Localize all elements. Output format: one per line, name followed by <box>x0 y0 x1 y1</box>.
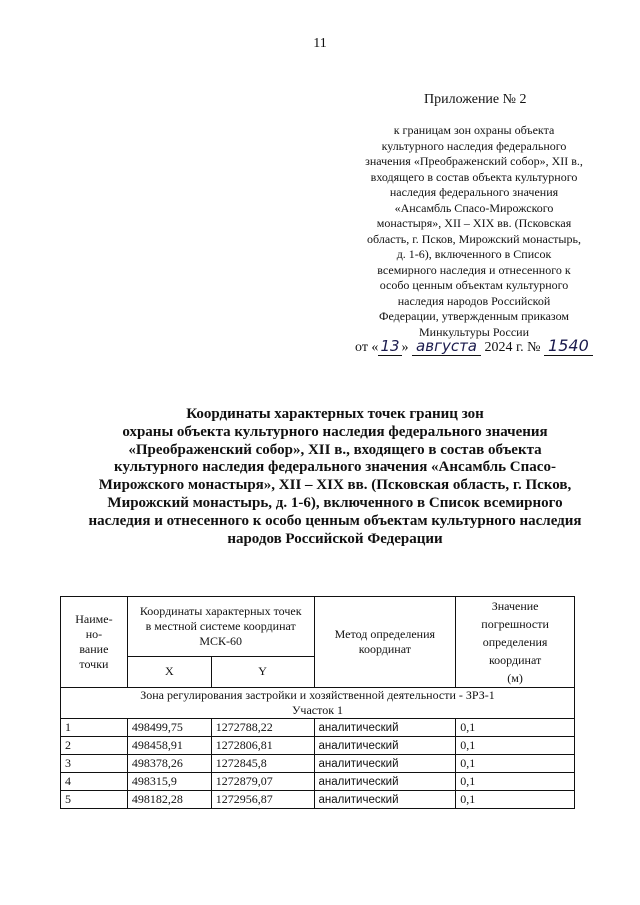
cell-y: 1272879,07 <box>211 773 314 791</box>
cell-x: 498458,91 <box>127 737 211 755</box>
appendix-line: особо ценным объектам культурного <box>379 278 569 292</box>
table-row <box>61 737 575 755</box>
header-error: Значение погрешности определения координат (м) <box>456 597 575 688</box>
order-day-handwritten: 13 <box>380 337 400 355</box>
cell-y: 1272956,87 <box>211 791 314 809</box>
table-header-row <box>61 597 575 657</box>
cell-x: 498499,75 <box>127 719 211 737</box>
order-mid: » <box>401 340 409 355</box>
heading-line: Мирожского монастыря», XII – XIX вв. (Псковская область, г. Псков, <box>98 477 572 494</box>
order-prefix: от « <box>355 340 379 355</box>
cell-error: 0,1 <box>456 755 575 773</box>
cell-point: 2 <box>61 737 128 755</box>
order-year-text: 2024 г. № <box>484 340 541 355</box>
cell-error: 0,1 <box>456 737 575 755</box>
cell-method: аналитический <box>314 773 456 791</box>
appendix-line: культурного наследия федерального <box>381 138 567 153</box>
header-point-name: Наиме- но- вание точки <box>61 597 128 688</box>
section-title: Участок 1 <box>291 703 344 717</box>
appendix-line: д. 1-6), включенного в Список <box>396 247 552 261</box>
appendix-description <box>354 123 594 340</box>
coordinates-table <box>60 596 575 809</box>
order-number-handwritten: 1540 <box>544 336 593 356</box>
heading-line: Координаты характерных точек границ зон <box>186 406 484 422</box>
heading-line: народов Российской Федерации <box>227 530 443 547</box>
cell-method: аналитический <box>314 755 456 773</box>
cell-point: 4 <box>61 773 128 791</box>
zone-cell <box>61 688 575 719</box>
cell-x: 498182,28 <box>127 791 211 809</box>
appendix-line: всемирного наследия и отнесенного к <box>377 262 571 277</box>
header-x: X <box>127 656 211 687</box>
appendix-line: к границам зон охраны объекта <box>393 123 555 137</box>
table-row <box>61 719 575 737</box>
zone-row <box>61 688 575 719</box>
cell-method: аналитический <box>314 737 456 755</box>
heading-line: наследия и отнесенного к особо ценным объектам культурного наследия <box>88 512 582 529</box>
appendix-title: Приложение № 2 <box>424 92 527 107</box>
cell-error: 0,1 <box>456 791 575 809</box>
cell-x: 498378,26 <box>127 755 211 773</box>
appendix-line: «Ансамбль Спасо-Мирожского <box>394 200 554 215</box>
appendix-line: входящего в состав объекта культурного <box>370 169 578 184</box>
table-row <box>61 791 575 809</box>
header-y: Y <box>211 656 314 687</box>
heading-line: «Преображенский собор», XII в., входящего в состав объекта <box>128 441 542 458</box>
cell-point: 1 <box>61 719 128 737</box>
cell-method: аналитический <box>314 719 456 737</box>
page-number: 11 <box>313 36 327 51</box>
cell-point: 5 <box>61 791 128 809</box>
appendix-line: наследия народов Российской <box>397 293 551 308</box>
cell-y: 1272788,22 <box>211 719 314 737</box>
cell-error: 0,1 <box>456 773 575 791</box>
appendix-line: Федерации, утвержденным приказом <box>379 309 569 323</box>
appendix-line: наследия федерального значения <box>389 185 559 199</box>
appendix-line: монастыря», XII – XIX вв. (Псковская <box>376 216 572 230</box>
table-row <box>61 773 575 791</box>
appendix-line: значения «Преображенский собор», XII в., <box>365 154 583 168</box>
cell-y: 1272845,8 <box>211 755 314 773</box>
cell-point: 3 <box>61 755 128 773</box>
heading-line: охраны объекта культурного наследия федерального значения <box>122 423 548 440</box>
order-date-line <box>355 336 593 356</box>
header-method: Метод определения координат <box>314 597 456 688</box>
cell-x: 498315,9 <box>127 773 211 791</box>
table-row <box>61 755 575 773</box>
document-heading <box>70 406 600 548</box>
cell-error: 0,1 <box>456 719 575 737</box>
order-month-handwritten: августа <box>412 337 481 356</box>
header-coordinates: Координаты характерных точек в местной системе координат МСК-60 <box>127 597 314 657</box>
zone-title: Зона регулирования застройки и хозяйственной деятельности - ЗРЗ-1 <box>140 688 495 702</box>
heading-line: культурного наследия федерального значения «Ансамбль Спасо- <box>114 459 556 476</box>
appendix-line: область, г. Псков, Мирожский монастырь, <box>367 231 581 246</box>
cell-method: аналитический <box>314 791 456 809</box>
cell-y: 1272806,81 <box>211 737 314 755</box>
appendix-line: Минкультуры России <box>419 324 529 339</box>
heading-line: Мирожский монастырь, д. 1-6), включенного в Список всемирного <box>107 494 563 511</box>
